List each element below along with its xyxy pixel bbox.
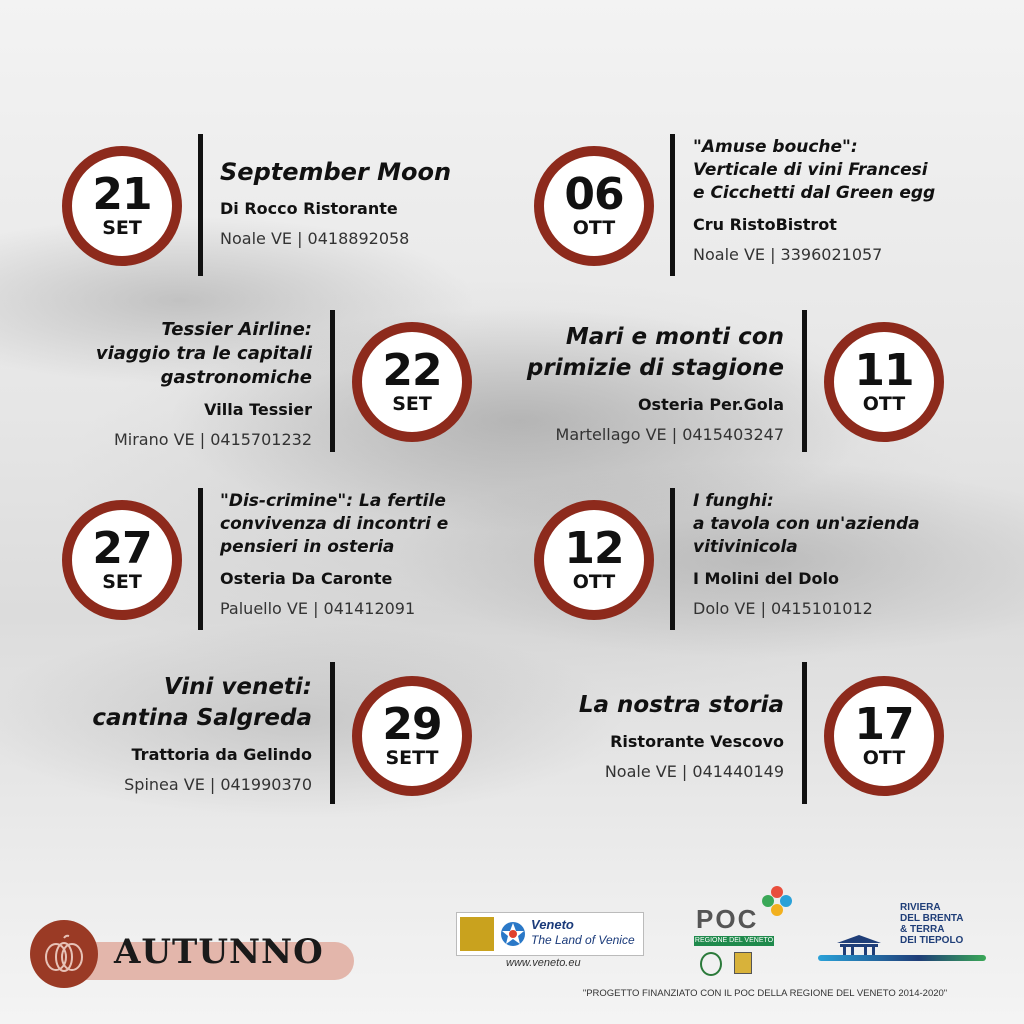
event-contact: Spinea VE | 041990370 (124, 775, 312, 794)
date-day: 06 (564, 169, 624, 220)
divider-bar (802, 662, 807, 804)
poc-logo (694, 884, 804, 984)
date-month: SET (102, 571, 142, 593)
veneto-logo (456, 912, 644, 956)
date-badge (824, 676, 944, 796)
date-badge (824, 322, 944, 442)
date-badge (534, 146, 654, 266)
date-month: SET (102, 217, 142, 239)
event-text (470, 322, 784, 446)
date-badge (62, 146, 182, 266)
event-text (693, 490, 1013, 620)
event-contact: Martellago VE | 0415403247 (555, 425, 784, 444)
event-text (470, 690, 784, 783)
divider-bar (670, 488, 675, 630)
event-text (20, 672, 312, 796)
funding-note: "PROGETTO FINANZIATO CON IL POC DELLA REGIONE DEL VENETO 2014-2020" (582, 988, 948, 999)
date-badge (62, 500, 182, 620)
republic-emblem-icon (700, 952, 722, 976)
season-title: AUTUNNO (114, 932, 324, 972)
event-title-line: Verticale di vini Francesi (693, 160, 928, 180)
event-venue: Ristorante Vescovo (610, 732, 784, 751)
date-badge (534, 500, 654, 620)
event-venue: I Molini del Dolo (693, 569, 839, 588)
season-banner (30, 920, 330, 990)
date-day: 21 (92, 169, 152, 220)
event-title-line: Tessier Airline: (161, 319, 312, 340)
event-venue: Osteria Per.Gola (637, 395, 784, 414)
riviera-text (900, 902, 964, 946)
date-badge (352, 322, 472, 442)
riviera-line: & TERRA (900, 924, 945, 935)
divider-bar (670, 134, 675, 276)
event-contact: Noale VE | 041440149 (604, 762, 784, 781)
event-title-line: a tavola con un'azienda (693, 514, 920, 534)
date-day: 11 (854, 345, 914, 396)
event-title-line: e Cicchetti dal Green egg (693, 183, 936, 203)
event-title: September Moon (220, 158, 452, 186)
event-contact: Noale VE | 0418892058 (220, 229, 410, 248)
divider-bar (198, 134, 203, 276)
event-text (220, 156, 520, 250)
veneto-tagline: The Land of Venice (531, 933, 635, 947)
divider-bar (802, 310, 807, 452)
poc-flower-icon (760, 884, 794, 918)
divider-bar (198, 488, 203, 630)
event-title-line: La nostra storia (578, 692, 784, 718)
event-contact: Paluello VE | 041412091 (220, 599, 416, 618)
event-venue: Cru RistoBistrot (693, 215, 837, 234)
date-day: 29 (382, 699, 442, 750)
riviera-logo (818, 900, 988, 970)
divider-bar (330, 662, 335, 804)
event-text (220, 490, 520, 620)
event-contact: Noale VE | 3396021057 (693, 245, 883, 264)
event-text (693, 136, 1013, 266)
date-month: OTT (572, 571, 616, 593)
veneto-url: www.veneto.eu (506, 957, 581, 969)
event-venue: Osteria Da Caronte (220, 569, 393, 588)
riviera-line: DEL BRENTA (900, 913, 964, 924)
riviera-line: RIVIERA (900, 902, 941, 913)
lion-flag-icon (460, 917, 494, 951)
date-day: 22 (382, 345, 442, 396)
poc-subtitle: REGIONE DEL VENETO (694, 937, 774, 944)
date-day: 27 (92, 523, 152, 574)
veneto-brand: Veneto (531, 917, 574, 932)
date-month: OTT (572, 217, 616, 239)
event-title-line: viaggio tra le capitali (95, 343, 312, 364)
event-title-line: convivenza di incontri e (220, 514, 449, 534)
star-logo-icon (500, 921, 526, 947)
divider-bar (330, 310, 335, 452)
event-title-line: pensieri in osteria (220, 537, 395, 557)
date-month: SETT (385, 747, 439, 769)
event-title-line: primizie di stagione (526, 355, 784, 381)
date-day: 12 (564, 523, 624, 574)
region-emblem-icon (734, 952, 752, 974)
event-title-line: I funghi: (693, 491, 774, 511)
event-contact: Mirano VE | 0415701232 (113, 430, 312, 449)
date-month: SET (392, 393, 432, 415)
event-title-line: vitivinicola (693, 537, 798, 557)
event-contact: Dolo VE | 0415101012 (693, 599, 873, 618)
event-venue: Villa Tessier (204, 400, 312, 419)
event-title-line: "Dis-crimine": La fertile (220, 491, 446, 511)
villa-icon (834, 934, 884, 956)
event-venue: Trattoria da Gelindo (131, 745, 312, 764)
pumpkin-icon (30, 920, 98, 988)
date-month: OTT (862, 747, 906, 769)
event-title-line: cantina Salgreda (92, 705, 312, 731)
event-title-line: gastronomiche (160, 367, 312, 388)
riviera-line: DEI TIEPOLO (900, 935, 964, 946)
river-wave-icon (818, 955, 986, 961)
event-title-line: Vini veneti: (163, 674, 312, 700)
poc-title: POC (696, 904, 759, 934)
event-title-line: "Amuse bouche": (693, 137, 858, 157)
date-badge (352, 676, 472, 796)
event-text (20, 318, 312, 451)
date-day: 17 (854, 699, 914, 750)
date-month: OTT (862, 393, 906, 415)
event-title-line: Mari e monti con (565, 324, 784, 350)
event-venue: Di Rocco Ristorante (220, 199, 398, 218)
